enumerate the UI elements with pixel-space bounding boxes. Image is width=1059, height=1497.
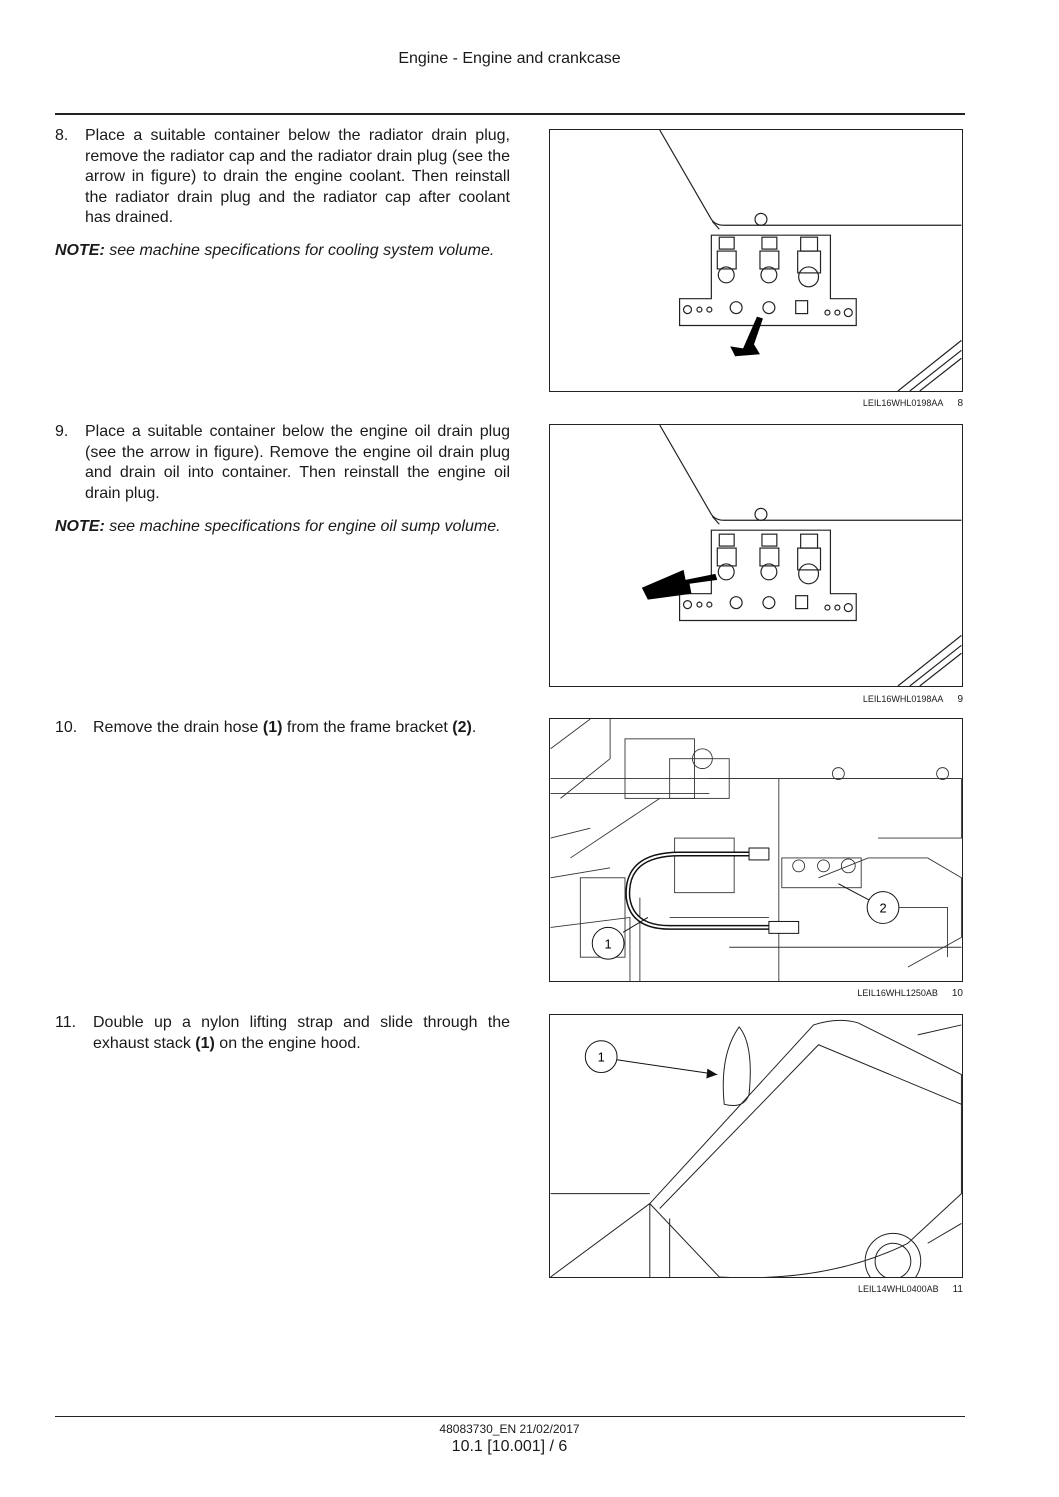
drain-hose-frame-illustration: [550, 719, 962, 981]
figure-code: LEIL16WHL0198AA: [862, 694, 944, 704]
footer-rule: [55, 1416, 965, 1417]
step-text: Double up a nylon lifting strap and slide through the exhaust stack (1) on the engine hood.: [93, 1014, 510, 1052]
step-9: [55, 422, 510, 504]
page-header-title: Engine - Engine and crankcase: [398, 50, 621, 67]
figure-number: 10: [951, 988, 963, 999]
figure-code: LEIL14WHL0400AB: [858, 1284, 939, 1294]
figure-10: [549, 718, 963, 982]
footer-page-number: 10.1 [10.001] / 6: [451, 1438, 568, 1455]
drain-hose: [628, 854, 769, 927]
footer-document-id: 48083730_EN 21/02/2017: [439, 1422, 580, 1436]
note-text: see machine specifications for cooling system volume.: [104, 242, 495, 259]
step-text: Remove the drain hose (1) from the frame bracket (2).: [93, 719, 477, 736]
figure-number: 9: [957, 694, 963, 705]
callout-1: 1: [597, 1049, 605, 1065]
figure-10-caption: [549, 988, 963, 999]
step-text: Place a suitable container below the radiator drain plug, remove the radiator cap and the radiator drain plug (see the arrow in figure) to drain the engine coolant. Then reinstall the radiator drain plug and the radiator cap after coolant has drained.: [85, 127, 510, 226]
step-8: [55, 126, 510, 229]
figure-11: [549, 1014, 963, 1278]
header-rule: [55, 113, 965, 115]
step-number: 11.: [55, 1014, 77, 1031]
figure-9-caption: [549, 694, 963, 705]
callout-2: 2: [879, 900, 887, 916]
figure-8: [549, 129, 963, 392]
figure-11-caption: [549, 1284, 963, 1295]
oil-drain-plug-panel-illustration: [550, 425, 962, 686]
figure-code: LEIL16WHL0198AA: [862, 398, 944, 408]
figure-8-caption: [549, 398, 963, 409]
note-label: NOTE:: [55, 518, 105, 535]
arrow-icon: [642, 570, 717, 600]
arrow-icon: [730, 317, 763, 357]
step-10: [55, 718, 510, 739]
engine-hood-exhaust-illustration: [550, 1015, 962, 1277]
step-number: 9.: [55, 423, 69, 440]
figure-9: [549, 424, 963, 687]
step-11: [55, 1013, 510, 1054]
note-cooling-volume: [55, 241, 510, 262]
note-text: see machine specifications for engine oil sump volume.: [104, 518, 501, 535]
drain-plug-panel-illustration: [550, 130, 962, 391]
note-label: NOTE:: [55, 242, 105, 259]
figure-code: LEIL16WHL1250AB: [857, 988, 938, 998]
step-number: 8.: [55, 127, 69, 144]
step-text: Place a suitable container below the engine oil drain plug (see the arrow in figure). Remove the engine oil drain plug and drain oil into container. Then reinstall the engine oil drain plug.: [85, 423, 510, 502]
callout-1: 1: [604, 936, 612, 952]
note-oil-volume: [55, 517, 510, 538]
figure-number: 11: [952, 1284, 963, 1295]
step-number: 10.: [55, 719, 78, 736]
figure-number: 8: [957, 398, 963, 409]
